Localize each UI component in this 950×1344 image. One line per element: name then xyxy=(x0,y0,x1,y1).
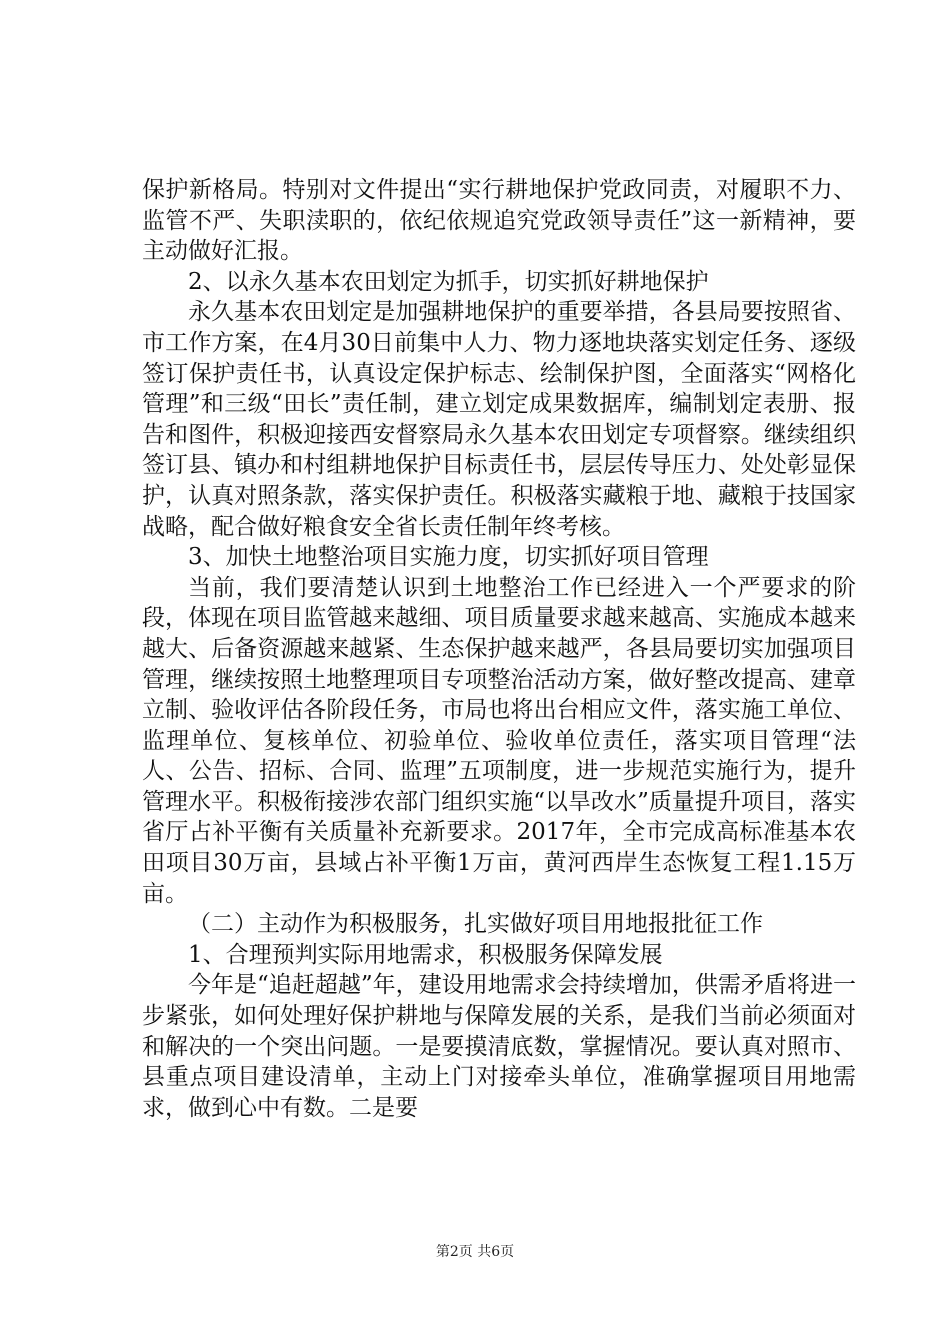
section-heading-2: 2、以永久基本农田划定为抓手，切实抓好耕地保护 xyxy=(188,268,709,295)
paragraph-continuation: 保护新格局。特别对文件提出“实行耕地保护党政同责，对履职不力、监管不严、失职渎职的，依纪依规追究党政领导责任”这一新精神，要主动做好汇报。 xyxy=(142,177,856,265)
paragraph-land-remediation: 当前，我们要清楚认识到土地整治工作已经进入一个严要求的阶段，体现在项目监管越来越细、项目质量要求越来越高、实施成本越来越大、后备资源越来越紧、生态保护越来越严，各县局要切实加强项目管理，继续按照土地整理项目专项整治活动方案，做好整改提高、建章立制、验收评估各阶段任务，市局也将出台相应文件，落实施工单位、监理单位、复核单位、初验单位、验收单位责任，落实项目管理“法人、公告、招标、合同、监理”五项制度，进一步规范实施行为，提升管理水平。积极衔接涉农部门组织实施“以旱改水”质量提升项目，落实省厅占补平衡有关质量补充新要求。2017年，全市完成高标准基本农田项目30万亩，县域占补平衡1万亩，黄河西岸生态恢复工程1.15万亩。 xyxy=(142,574,856,907)
paragraph-farmland-designation: 永久基本农田划定是加强耕地保护的重要举措，各县局要按照省、市工作方案，在4月30日前集中人力、物力逐地块落实划定任务、逐级签订保护责任书，认真设定保护标志、绘制保护图，全面落实“网格化管理”和三级“田长”责任制，建立划定成果数据库，编制划定表册、报告和图件，积极迎接西安督察局永久基本农田划定专项督察。继续组织签订县、镇办和村组耕地保护目标责任书，层层传导压力、处处彰显保护，认真对照条款，落实保护责任。积极落实藏粮于地、藏粮于技国家战略，配合做好粮食安全省长责任制年终考核。 xyxy=(142,299,856,540)
page-footer: 第2页 共6页 xyxy=(435,1244,515,1260)
document-body xyxy=(142,175,856,1123)
section-heading-3: 3、加快土地整治项目实施力度，切实抓好项目管理 xyxy=(188,544,709,571)
section-heading-part-2: （二）主动作为积极服务，扎实做好项目用地报批征工作 xyxy=(188,911,763,938)
paragraph-land-demand: 今年是“追赶超越”年，建设用地需求会持续增加，供需矛盾将进一步紧张，如何处理好保护耕地与保障发展的关系，是我们当前必须面对和解决的一个突出问题。一是要摸清底数，掌握情况。要认真对照市、县重点项目建设清单，主动上门对接牵头单位，准确掌握项目用地需求，做到心中有数。二是要 xyxy=(142,972,856,1121)
section-heading-1: 1、合理预判实际用地需求，积极服务保障发展 xyxy=(188,941,663,968)
